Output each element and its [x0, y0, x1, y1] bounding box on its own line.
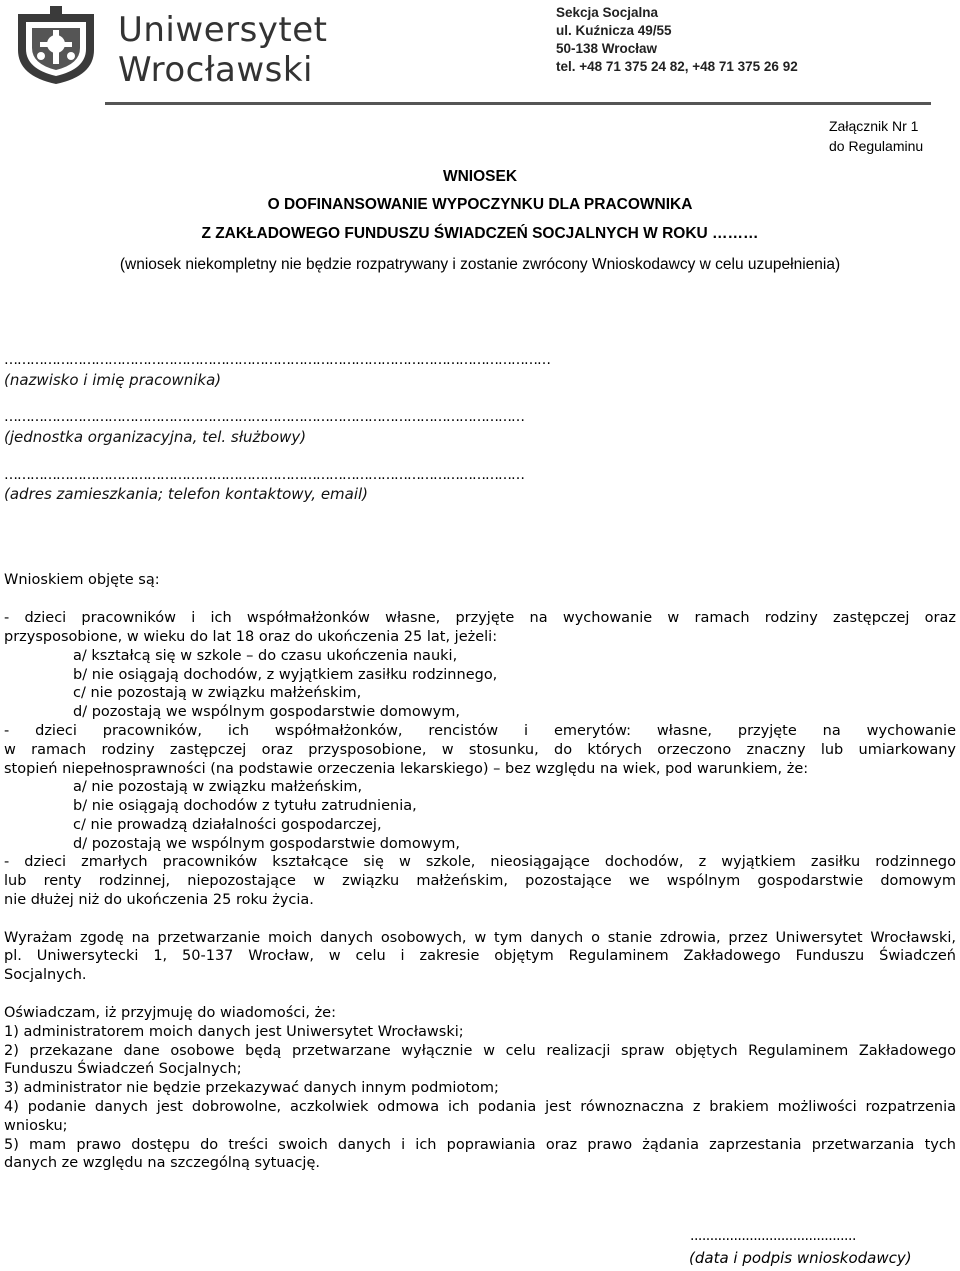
completeness-note: (wniosek niekompletny nie będzie rozpatrywany i zostanie zwrócony Wnioskodawcy w celu uzupełnienia) [119, 256, 841, 273]
eligibility-intro: Wnioskiem objęte są: [4, 572, 160, 588]
university-wordmark [118, 10, 328, 90]
group2-line: - dzieci pracowników, ich współmałżonków, rencistów i emerytów: własne, przyjęte na wychowanie [4, 723, 956, 739]
signature-label: (data i podpis wnioskodawcy) [689, 1249, 912, 1267]
declaration-intro: Oświadczam, iż przyjmuję do wiadomości, że: [4, 1005, 336, 1021]
group2-line: stopień niepełnosprawności (na podstawie orzeczenia lekarskiego) – bez względu na wiek, pod warunkiem, że: [4, 761, 809, 777]
declaration-item-cont: wniosku; [4, 1118, 68, 1134]
group2-line: w ramach rodziny zastępczej oraz przysposobione, w stosunku, do których orzeczono znaczny lub umiarkowany [4, 742, 956, 758]
declaration-item-cont: Funduszu Świadczeń Socjalnych; [4, 1061, 242, 1077]
declaration-item: 2) przekazane dane osobowe będą przetwarzane wyłącznie w celu realizacji spraw objętych Regulaminem Zakładowego [4, 1043, 956, 1059]
group3-line: nie dłużej niż do ukończenia 25 roku życia. [4, 892, 314, 908]
address-label: (adres zamieszkania; telefon kontaktowy, email) [4, 485, 369, 503]
consent-line: pl. Uniwersytecki 1, 50-137 Wrocław, w celu i zakresie objętym Regulaminem Zakładowego Funduszu Świadczeń [4, 948, 956, 964]
wordmark-line2: Wrocławski [118, 50, 313, 90]
employee-name-label: (nazwisko i imię pracownika) [4, 371, 222, 389]
document-subtitle-line1: O DOFINANSOWANIE WYPOCZYNKU DLA PRACOWNIKA [267, 196, 693, 213]
document-title: WNIOSEK [442, 168, 518, 185]
group1-line: - dzieci pracowników i ich współmałżonków własne, przyjęte na wychowanie w ramach rodziny zastępczej oraz [4, 610, 956, 626]
group1-condition: c/ nie pozostają w związku małżeńskim, [73, 685, 362, 701]
address-field[interactable]: ………………………………………………………………………………………………………… [4, 467, 524, 483]
group1-condition: b/ nie osiągają dochodów, z wyjątkiem zasiłku rodzinnego, [73, 667, 498, 683]
wordmark-line1: Uniwersytet [118, 10, 328, 50]
organizational-unit-label: (jednostka organizacyjna, tel. służbowy) [4, 428, 307, 446]
group1-condition: a/ kształcą się w szkole – do czasu ukończenia nauki, [73, 648, 458, 664]
organizational-unit-field[interactable]: ………………………………………………………………………………………………………… [4, 409, 524, 425]
declaration-item-cont: danych ze względu na szczególną sytuację. [4, 1155, 320, 1171]
contact-line: 50-138 Wrocław [556, 41, 658, 56]
group1-condition: d/ pozostają we wspólnym gospodarstwie domowym, [73, 704, 460, 720]
declaration-item: 1) administratorem moich danych jest Uniwersytet Wrocławski; [4, 1024, 464, 1040]
consent-line: Wyrażam zgodę na przetwarzanie moich danych osobowych, w tym danych o stanie zdrowia, przez Uniwersytet Wrocławski, [4, 930, 956, 946]
declaration-item: 5) mam prawo dostępu do treści swoich danych i ich poprawiania oraz prawo żądania zaprzestania przetwarzania tych [4, 1137, 956, 1153]
consent-line: Socjalnych. [4, 967, 87, 983]
employee-name-field[interactable]: ……………………………………………………………………………………………………………… [4, 352, 550, 368]
declaration-item: 4) podanie danych jest dobrowolne, aczkolwiek odmowa ich podania jest równoznaczna z brakiem możliwości rozpatrzenia [4, 1099, 956, 1115]
group3-line: - dzieci zmarłych pracowników kształcące się w szkole, nieosiągające dochodów, z wyjątkiem zasiłku rodzinnego [4, 854, 956, 870]
group2-condition: a/ nie pozostają w związku małżeńskim, [73, 779, 363, 795]
document-subtitle-line2: Z ZAKŁADOWEGO FUNDUSZU ŚWIADCZEŃ SOCJALNYCH W ROKU ……… [201, 225, 759, 242]
annex-note [829, 116, 923, 156]
contact-block [556, 4, 798, 76]
university-crest-logo [6, 4, 106, 86]
contact-line: Sekcja Socjalna [556, 5, 659, 20]
group2-condition: c/ nie prowadzą działalności gospodarczej, [73, 817, 382, 833]
group1-line: przysposobione, w wieku do lat 18 oraz do ukończenia 25 lat, jeżeli: [4, 629, 498, 645]
contact-line: ul. Kuźnicza 49/55 [556, 23, 672, 38]
contact-line: tel. +48 71 375 24 82, +48 71 375 26 92 [556, 59, 798, 74]
declaration-item: 3) administrator nie będzie przekazywać danych innym podmiotom; [4, 1080, 499, 1096]
header-divider [105, 102, 931, 105]
group3-line: lub renty rodzinnej, niepozostające w związku małżeńskim, pozostające we wspólnym gospodarstwie domowym [4, 873, 956, 889]
annex-line: Załącznik Nr 1 [829, 118, 919, 134]
annex-line: do Regulaminu [829, 138, 924, 154]
group2-condition: b/ nie osiągają dochodów z tytułu zatrudnienia, [73, 798, 417, 814]
group2-condition: d/ pozostają we wspólnym gospodarstwie domowym, [73, 836, 460, 852]
signature-field[interactable]: .......................................... [690, 1228, 856, 1244]
